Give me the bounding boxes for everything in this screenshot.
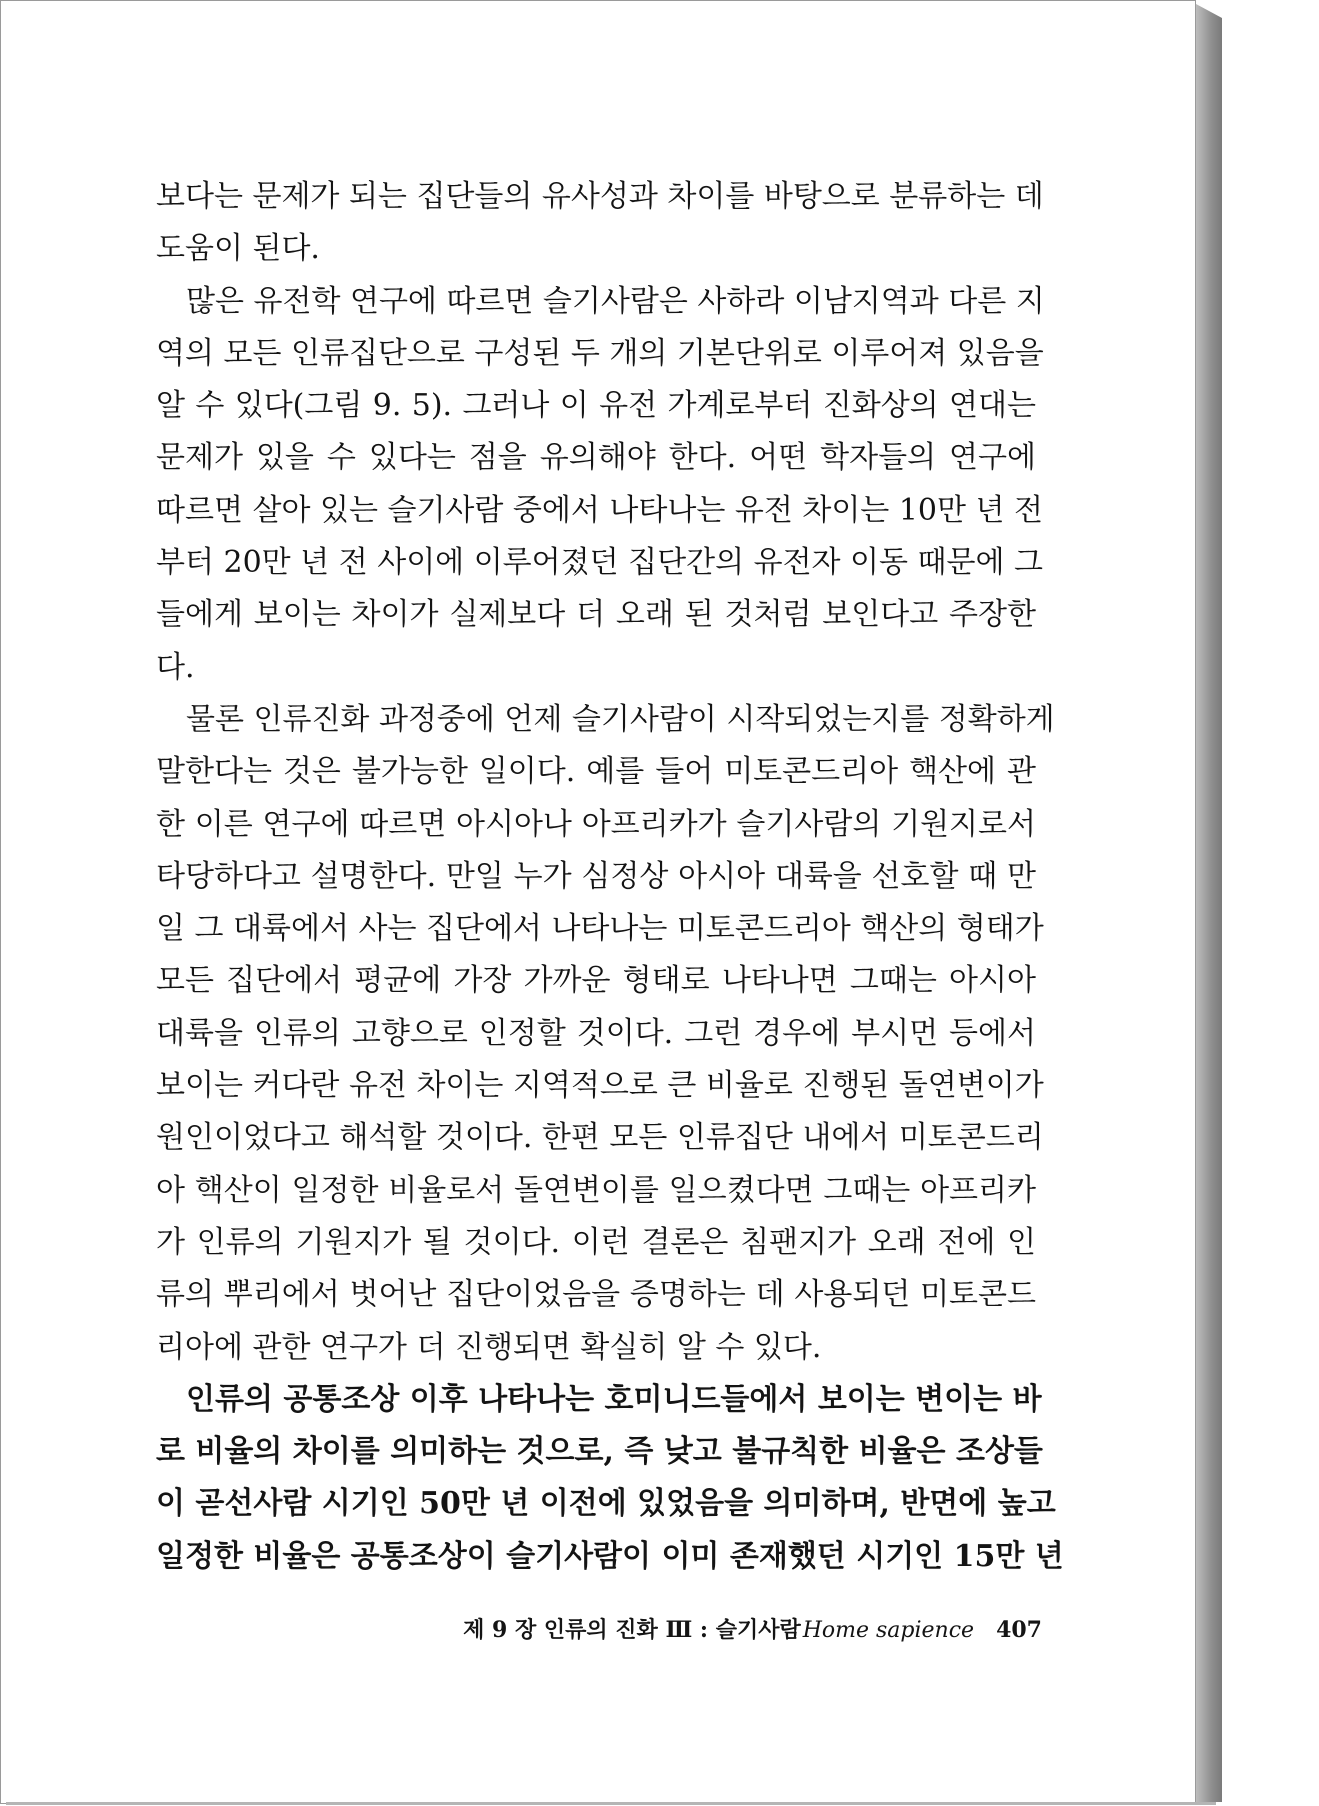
body-line: 일정한 비율은 공통조상이 슬기사람이 이미 존재했던 시기인 15만 년 (156, 1538, 1064, 1574)
body-line: 부터 20만 년 전 사이에 이루어졌던 집단간의 유전자 이동 때문에 그 (156, 545, 1044, 581)
body-text (156, 171, 1064, 1583)
body-line: 한 이른 연구에 따르면 아시아나 아프리카가 슬기사람의 기원지로서 (156, 806, 1036, 842)
body-line: 대륙을 인류의 고향으로 인정할 것이다. 그런 경우에 부시먼 등에서 (156, 1015, 1036, 1051)
body-line: 아 핵산이 일정한 비율로서 돌연변이를 일으켰다면 그때는 아프리카 (156, 1172, 1036, 1208)
body-line: 일 그 대륙에서 사는 집단에서 나타나는 미토콘드리아 핵산의 형태가 (156, 911, 1044, 947)
page-edge-shadow (1196, 4, 1222, 1802)
body-line: 류의 뿌리에서 벗어난 집단이었음을 증명하는 데 사용되던 미토콘드 (156, 1277, 1036, 1313)
page-bottom-shadow (6, 1802, 1216, 1805)
running-footer (401, 1613, 1042, 1644)
body-line: 말한다는 것은 불가능한 일이다. 예를 들어 미토콘드리아 핵산에 관 (156, 754, 1036, 790)
body-line: 도움이 된다. (156, 231, 320, 267)
paragraph-start-line: 물론 인류진화 과정중에 언제 슬기사람이 시작되었는지를 정확하게 (186, 701, 1055, 737)
body-line: 리아에 관한 연구가 더 진행되면 확실히 알 수 있다. (156, 1329, 822, 1365)
body-line: 원인이었다고 해석할 것이다. 한편 모든 인류집단 내에서 미토콘드리 (156, 1120, 1044, 1156)
body-line: 들에게 보이는 차이가 실제보다 더 오래 된 것처럼 보인다고 주장한 (156, 597, 1036, 633)
body-line: 보다는 문제가 되는 집단들의 유사성과 차이를 바탕으로 분류하는 데 (156, 179, 1044, 214)
body-line: 보이는 커다란 유전 차이는 지역적으로 큰 비율로 진행된 돌연변이가 (156, 1068, 1044, 1104)
body-line: 문제가 있을 수 있다는 점을 유의해야 한다. 어떤 학자들의 연구에 (156, 440, 1036, 476)
paragraph-start-line: 많은 유전학 연구에 따르면 슬기사람은 사하라 이남지역과 다른 지 (186, 283, 1045, 319)
body-line: 모든 집단에서 평균에 가장 가까운 형태로 나타나면 그때는 아시아 (156, 963, 1036, 999)
body-line: 역의 모든 인류집단으로 구성된 두 개의 기본단위로 이루어져 있음을 (156, 335, 1044, 371)
body-line: 알 수 있다(그림 9. 5). 그러나 이 유전 가계로부터 진화상의 연대는 (156, 388, 1036, 424)
footer-chapter-title-latin: Home sapience (802, 1618, 975, 1643)
page-number: 407 (996, 1617, 1042, 1643)
body-line: 가 인류의 기원지가 될 것이다. 이런 결론은 침팬지가 오래 전에 인 (156, 1224, 1036, 1260)
body-line: 다. (156, 649, 195, 685)
body-line: 타당하다고 설명한다. 만일 누가 심정상 아시아 대륙을 선호할 때 만 (156, 858, 1036, 894)
footer-chapter-title: 제 9 장 인류의 진화 Ⅲ : 슬기사람 (463, 1617, 801, 1643)
body-line: 로 비율의 차이를 의미하는 것으로, 즉 낮고 불규칙한 비율은 조상들 (156, 1434, 1043, 1470)
body-line: 따르면 살아 있는 슬기사람 중에서 나타나는 유전 차이는 10만 년 전 (156, 492, 1044, 528)
body-line: 이 곧선사람 시기인 50만 년 이전에 있었음을 의미하며, 반면에 높고 (156, 1486, 1056, 1522)
paragraph-start-line: 인류의 공통조상 이후 나타나는 호미니드들에서 보이는 변이는 바 (186, 1381, 1042, 1417)
